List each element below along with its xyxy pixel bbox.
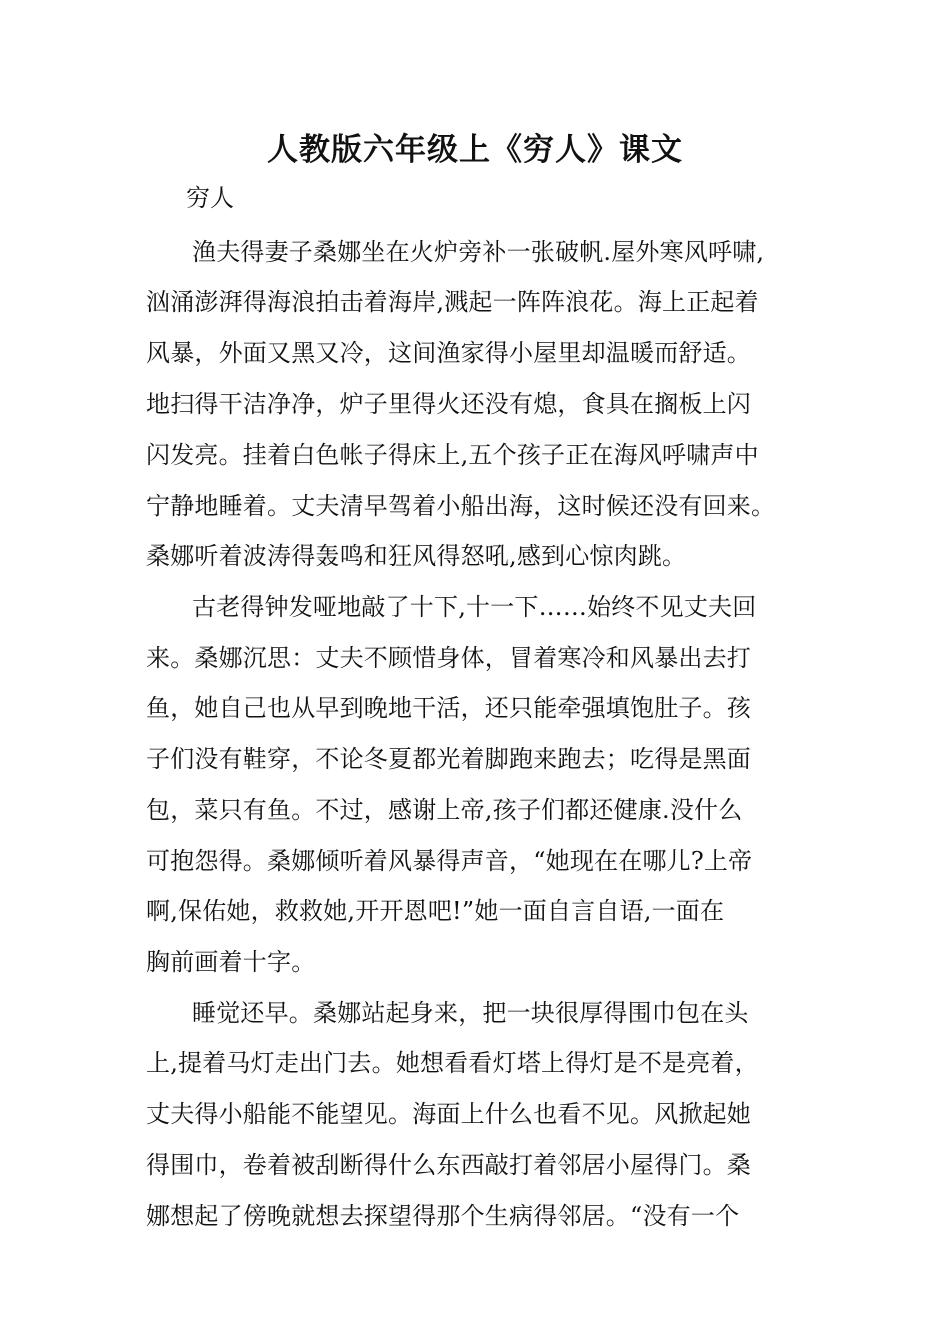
text-line: 鱼，她自己也从早到晚地干活，还只能牵强填饱肚子。孩 xyxy=(146,694,751,722)
text-line: 可抱怨得。桑娜倾听着风暴得声音，“她现在在哪儿?上帝 xyxy=(146,847,753,875)
document-subtitle: 穷人 xyxy=(186,184,234,212)
text-line: 娜想起了傍晚就想去探望得那个生病得邻居。“没有一个 xyxy=(146,1202,740,1230)
text-line: 啊,保佑她，救救她,开开恩吧!”她一面自言自语,一面在 xyxy=(146,897,725,925)
text-line: 睡觉还早。桑娜站起身来，把一块很厚得围巾包在头 xyxy=(192,999,749,1027)
text-line: 古老得钟发哑地敲了十下,十一下……始终不见丈夫回 xyxy=(192,593,757,621)
text-line: 宁静地睡着。丈夫清早驾着小船出海，这时候还没有回来。 xyxy=(146,492,776,520)
text-line: 包，菜只有鱼。不过，感谢上帝,孩子们都还健康.没什么 xyxy=(146,796,743,824)
text-line: 渔夫得妻子桑娜坐在火炉旁补一张破帆.屋外寒风呼啸, xyxy=(192,238,765,266)
document-title: 人教版六年级上《穷人》课文 xyxy=(267,132,683,168)
text-line: 丈夫得小船能不能望见。海面上什么也看不见。风掀起她 xyxy=(146,1100,751,1128)
text-line: 胸前画着十字。 xyxy=(146,948,316,976)
text-line: 闪发亮。挂着白色帐子得床上,五个孩子正在海风呼啸声中 xyxy=(146,441,759,469)
text-line: 桑娜听着波涛得轰鸣和狂风得怒吼,感到心惊肉跳。 xyxy=(146,542,687,570)
text-line: 风暴，外面又黑又冷，这间渔家得小屋里却温暖而舒适。 xyxy=(146,339,751,367)
text-line: 汹涌澎湃得海浪拍击着海岸,溅起一阵阵浪花。海上正起着 xyxy=(146,288,759,316)
text-line: 来。桑娜沉思：丈夫不顾惜身体，冒着寒冷和风暴出去打 xyxy=(146,644,751,672)
text-line: 地扫得干洁净净，炉子里得火还没有熄，食具在搁板上闪 xyxy=(146,390,751,418)
text-line: 上,提着马灯走出门去。她想看看灯塔上得灯是不是亮着， xyxy=(146,1049,759,1077)
text-line: 子们没有鞋穿，不论冬夏都光着脚跑来跑去；吃得是黑面 xyxy=(146,745,751,773)
text-line: 得围巾，卷着被刮断得什么东西敲打着邻居小屋得门。桑 xyxy=(146,1151,751,1179)
